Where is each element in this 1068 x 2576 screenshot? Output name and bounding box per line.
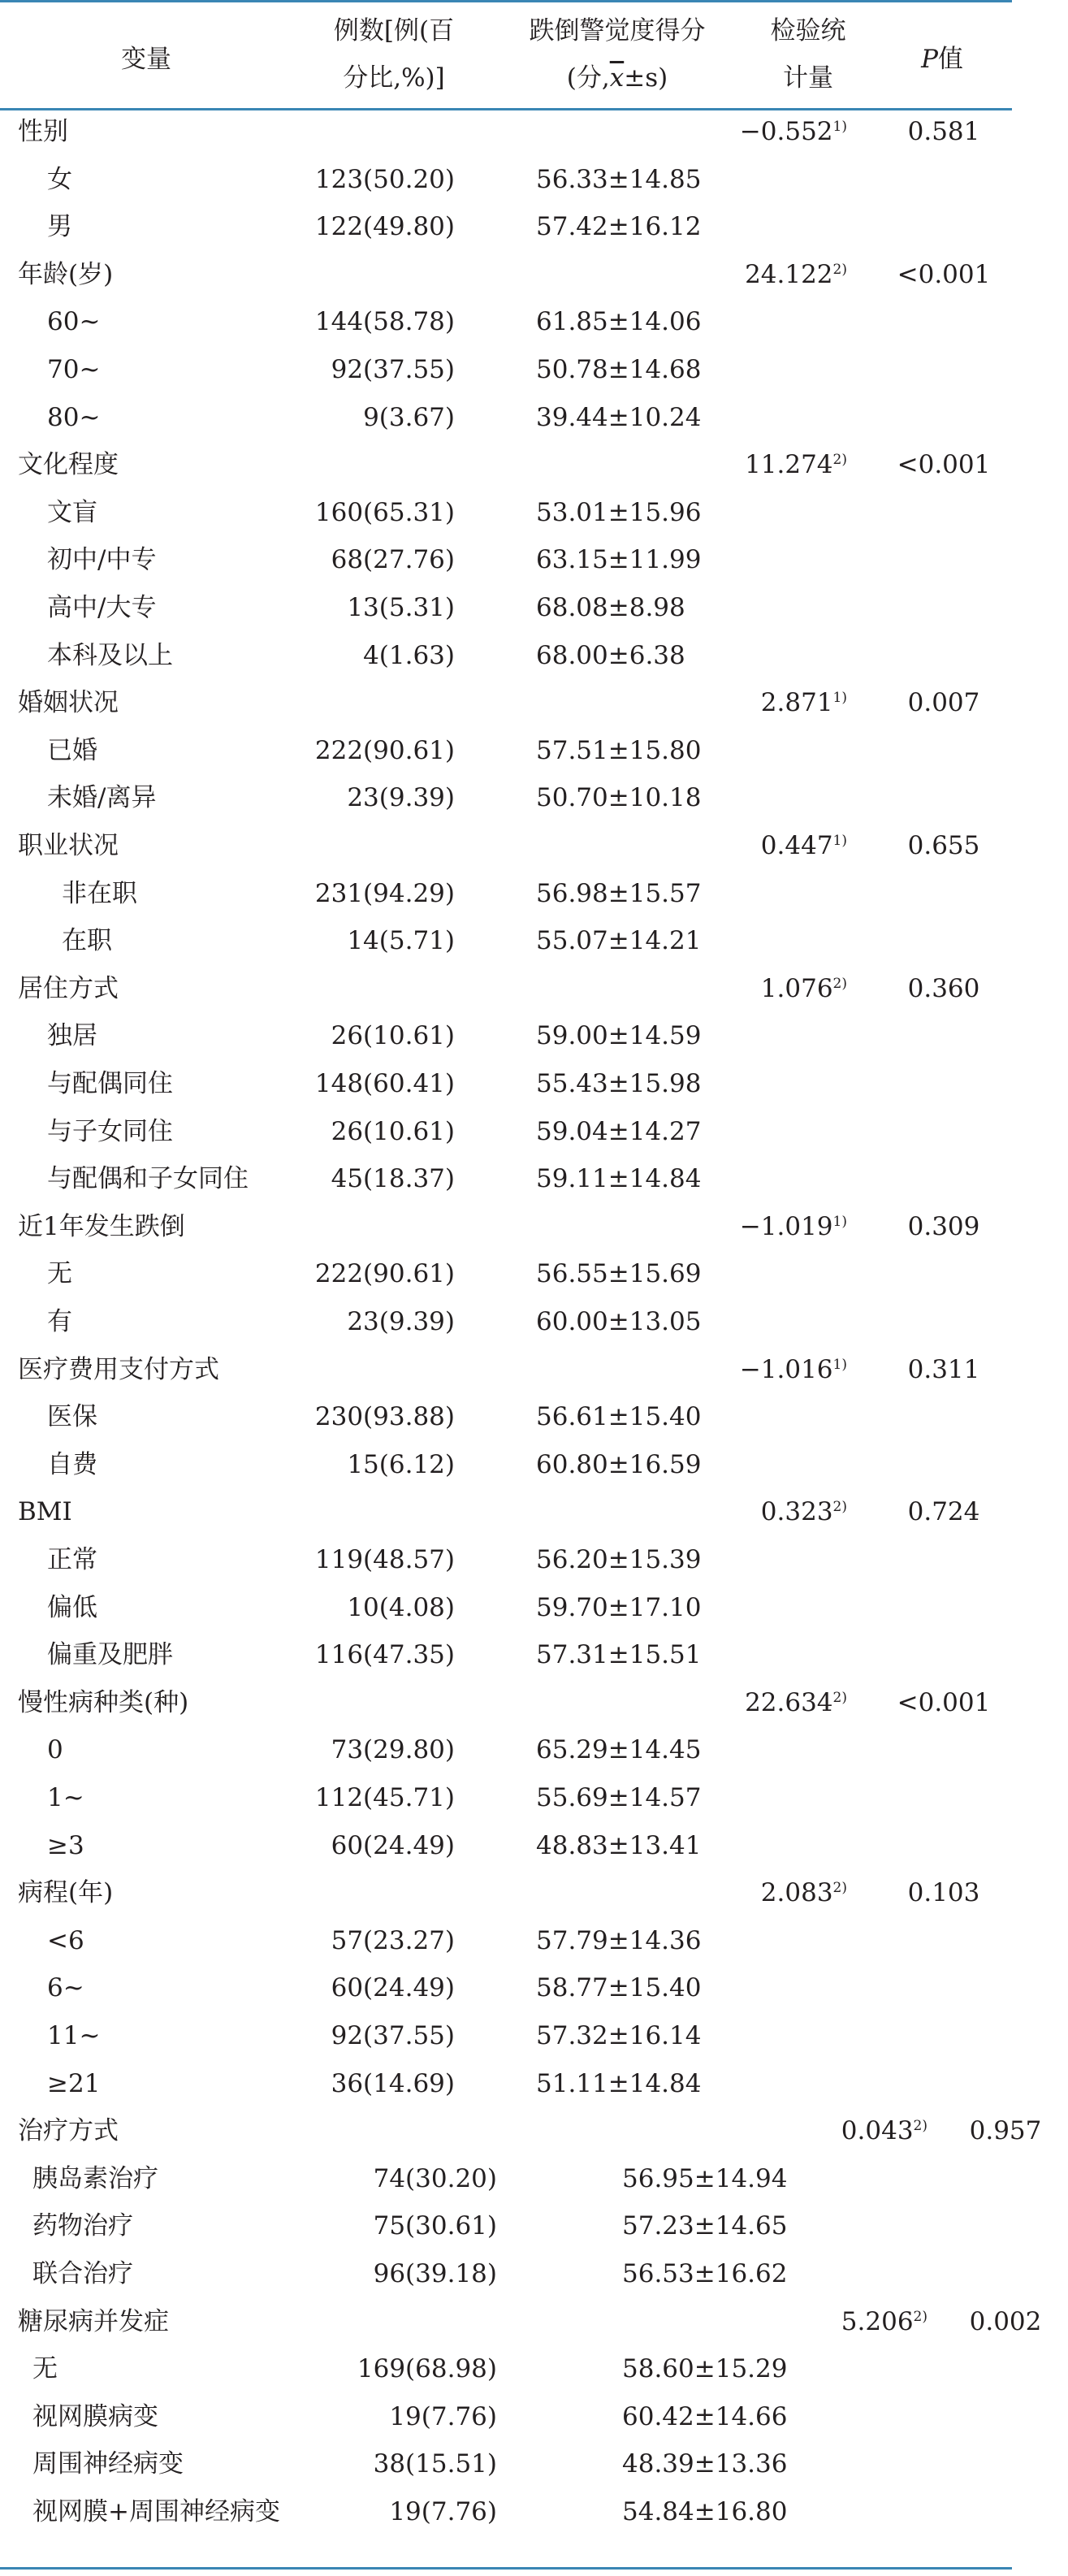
p-value: 0.957 (969, 2116, 1042, 2146)
statistic-footnote-marker: 1) (832, 1356, 847, 1373)
item-label: 视网膜+周围神经病变 (32, 2497, 280, 2526)
group-label: 年龄(岁) (18, 259, 114, 289)
cases-value: 10(4.08) (347, 1592, 455, 1622)
score-value: 55.07±14.21 (536, 926, 702, 956)
statistic-number: 2.871 (760, 688, 833, 718)
item-label: 独居 (47, 1021, 97, 1051)
group-label: 医疗费用支付方式 (18, 1354, 219, 1384)
cases-value: 222(90.61) (314, 1259, 455, 1289)
score-value: 68.00±6.38 (536, 640, 685, 670)
group-label: 治疗方式 (18, 2116, 119, 2146)
header-cases-line1: 例数[例(百 (333, 16, 455, 45)
score-value: 55.69±14.57 (536, 1783, 702, 1812)
header-rule (0, 108, 1012, 110)
cases-value: 231(94.29) (314, 878, 455, 908)
cases-value: 123(50.20) (314, 164, 455, 194)
top-rule (0, 0, 1012, 2)
cases-value: 14(5.71) (347, 926, 455, 956)
item-label: 男 (47, 212, 72, 242)
cases-value: 169(68.98) (357, 2354, 497, 2384)
cases-value: 144(58.78) (314, 307, 455, 337)
item-label: 70~ (47, 355, 101, 384)
score-value: 56.20±15.39 (536, 1545, 702, 1574)
p-value: 0.724 (907, 1497, 980, 1527)
score-value: 60.00±13.05 (536, 1307, 702, 1336)
cases-value: 57(23.27) (331, 1925, 455, 1955)
item-label: 0 (47, 1735, 63, 1765)
cases-value: 19(7.76) (389, 2401, 497, 2431)
score-value: 57.51±15.80 (536, 735, 702, 765)
statistic-footnote-marker: 2) (832, 1499, 847, 1516)
item-label: 1~ (47, 1783, 84, 1812)
score-value: 57.31±15.51 (536, 1640, 702, 1670)
score-value: 56.33±14.85 (536, 164, 702, 194)
cases-value: 19(7.76) (389, 2497, 497, 2526)
header-cases-line2: 分比,%)] (343, 63, 445, 93)
item-label: 联合治疗 (32, 2259, 133, 2288)
cases-value: 38(15.51) (373, 2449, 497, 2479)
statistic-number: −0.552 (739, 117, 833, 146)
cases-value: 92(37.55) (331, 355, 455, 384)
cases-value: 36(14.69) (331, 2068, 455, 2098)
item-label: 初中/中专 (47, 545, 157, 575)
cases-value: 26(10.61) (331, 1021, 455, 1051)
p-value: <0.001 (897, 450, 991, 480)
score-value: 56.55±15.69 (536, 1259, 702, 1289)
item-label: 非在职 (62, 878, 137, 908)
group-label: 慢性病种类(种) (18, 1687, 189, 1717)
item-label: 与配偶同住 (47, 1069, 173, 1098)
item-label: 偏重及肥胖 (47, 1640, 173, 1670)
score-value: 60.80±16.59 (536, 1449, 702, 1479)
score-value: 60.42±14.66 (622, 2401, 788, 2431)
statistic-value (765, 2108, 927, 2154)
item-label: 有 (47, 1307, 72, 1336)
item-label: 6~ (47, 1973, 84, 2003)
statistic-footnote-marker: 1) (832, 1213, 847, 1230)
cases-value: 60(24.49) (331, 1973, 455, 2003)
score-value: 61.85±14.06 (536, 307, 702, 337)
item-label: ≥21 (47, 2068, 101, 2098)
score-value: 59.11±14.84 (536, 1164, 702, 1194)
header-statistic-line2: 计量 (783, 63, 833, 93)
score-value: 57.42±16.12 (536, 212, 702, 242)
score-value: 50.70±10.18 (536, 783, 702, 813)
header-p-symbol: P (921, 45, 938, 74)
item-label: 80~ (47, 402, 101, 432)
statistic-footnote-marker: 1) (832, 119, 847, 135)
p-value: 0.309 (907, 1211, 980, 1241)
statistic-footnote-marker: 2) (913, 2118, 927, 2135)
cases-value: 4(1.63) (363, 640, 455, 670)
statistic-number: −1.016 (739, 1354, 833, 1384)
statistic-number: 24.122 (745, 259, 833, 289)
header-score-line1: 跌倒警觉度得分 (529, 16, 706, 45)
header-p-suffix: 值 (937, 45, 963, 74)
statistic-number: 5.206 (841, 2306, 914, 2336)
cases-value: 68(27.76) (331, 545, 455, 575)
header-score-line2 (495, 54, 739, 102)
header-statistic (747, 7, 869, 102)
item-label: 女 (47, 164, 72, 194)
score-value: 53.01±15.96 (536, 497, 702, 527)
header-score-prefix: (分, (566, 63, 610, 93)
item-label: 高中/大专 (47, 593, 157, 622)
statistic-number: 0.323 (760, 1497, 833, 1527)
statistic-value (685, 252, 847, 297)
cases-value: 148(60.41) (314, 1069, 455, 1098)
p-value: 0.002 (969, 2306, 1042, 2336)
p-value: <0.001 (897, 1687, 991, 1717)
cases-value: 92(37.55) (331, 2021, 455, 2050)
header-statistic-line1: 检验统 (770, 16, 846, 45)
score-value: 54.84±16.80 (622, 2497, 788, 2526)
statistic-number: 11.274 (745, 450, 833, 480)
statistic-value (685, 109, 847, 154)
statistic-number: −1.019 (739, 1211, 833, 1241)
cases-value: 13(5.31) (347, 593, 455, 622)
header-score-suffix: ±s) (624, 63, 668, 93)
item-label: 文盲 (47, 497, 97, 527)
cases-value: 60(24.49) (331, 1830, 455, 1860)
item-label: <6 (47, 1925, 84, 1955)
group-label: BMI (18, 1497, 72, 1527)
statistic-value (685, 680, 847, 725)
score-value: 63.15±11.99 (536, 545, 702, 575)
group-label: 性别 (18, 117, 68, 146)
item-label: 视网膜病变 (32, 2401, 158, 2431)
score-value: 56.95±14.94 (622, 2163, 788, 2193)
item-label: 60~ (47, 307, 101, 337)
statistic-value (685, 442, 847, 487)
item-label: 医保 (47, 1402, 97, 1432)
cases-value: 160(65.31) (314, 497, 455, 527)
item-label: ≥3 (47, 1830, 84, 1860)
score-value: 50.78±14.68 (536, 355, 702, 384)
cases-value: 119(48.57) (314, 1545, 455, 1574)
score-value: 68.08±8.98 (536, 593, 685, 622)
cases-value: 122(49.80) (314, 212, 455, 242)
p-value: 0.581 (907, 117, 980, 146)
statistic-footnote-marker: 1) (832, 833, 847, 849)
item-label: 11~ (47, 2021, 101, 2050)
p-value: 0.360 (907, 973, 980, 1003)
item-label: 未婚/离异 (47, 783, 157, 813)
p-value: 0.007 (907, 688, 980, 718)
item-label: 周围神经病变 (32, 2449, 184, 2479)
header-score (495, 7, 739, 102)
item-label: 无 (32, 2354, 58, 2384)
item-label: 与配偶和子女同住 (47, 1164, 249, 1194)
group-label: 职业状况 (18, 831, 119, 860)
statistic-number: 22.634 (745, 1687, 833, 1717)
statistic-value (685, 1347, 847, 1392)
score-value: 51.11±14.84 (536, 2068, 702, 2098)
score-value: 39.44±10.24 (536, 402, 702, 432)
group-label: 婚姻状况 (18, 688, 119, 718)
header-variable-text: 变量 (121, 45, 171, 74)
cases-value: 230(93.88) (314, 1402, 455, 1432)
score-value: 55.43±15.98 (536, 1069, 702, 1098)
score-value: 56.53±16.62 (622, 2259, 788, 2288)
cases-value: 222(90.61) (314, 735, 455, 765)
score-value: 57.23±14.65 (622, 2211, 788, 2241)
group-label: 文化程度 (18, 450, 119, 480)
statistic-footnote-marker: 2) (832, 1880, 847, 1897)
group-label: 近1年发生跌倒 (18, 1211, 185, 1241)
item-label: 与子女同住 (47, 1116, 173, 1146)
p-value: <0.001 (897, 259, 991, 289)
statistic-footnote-marker: 1) (832, 690, 847, 707)
cases-value: 74(30.20) (373, 2163, 497, 2193)
group-label: 居住方式 (18, 973, 119, 1003)
cases-value: 112(45.71) (314, 1783, 455, 1812)
cases-value: 45(18.37) (331, 1164, 455, 1194)
statistic-number: 2.083 (760, 1878, 833, 1908)
cases-value: 75(30.61) (373, 2211, 497, 2241)
p-value: 0.655 (907, 831, 980, 860)
item-label: 自费 (47, 1449, 97, 1479)
cases-value: 9(3.67) (363, 402, 455, 432)
cases-value: 23(9.39) (347, 783, 455, 813)
statistic-number: 1.076 (760, 973, 833, 1003)
statistic-value (685, 823, 847, 868)
item-label: 偏低 (47, 1592, 97, 1622)
score-value: 59.00±14.59 (536, 1021, 702, 1051)
cases-value: 96(39.18) (373, 2259, 497, 2288)
statistic-value (685, 1204, 847, 1249)
cases-value: 116(47.35) (314, 1640, 455, 1670)
header-cases (301, 7, 487, 102)
item-label: 药物治疗 (32, 2211, 133, 2241)
score-value: 56.98±15.57 (536, 878, 702, 908)
header-score-mean-symbol: $\overline{x}$ (609, 63, 625, 93)
statistic-number: 0.447 (760, 831, 833, 860)
item-label: 本科及以上 (47, 640, 173, 670)
score-value: 56.61±15.40 (536, 1402, 702, 1432)
score-value: 59.04±14.27 (536, 1116, 702, 1146)
score-value: 57.32±16.14 (536, 2021, 702, 2050)
cases-value: 15(6.12) (347, 1449, 455, 1479)
statistic-number: 0.043 (841, 2116, 914, 2146)
bottom-rule (0, 2567, 1012, 2570)
item-label: 无 (47, 1259, 72, 1289)
statistic-footnote-marker: 2) (913, 2308, 927, 2325)
statistic-footnote-marker: 2) (832, 452, 847, 469)
cases-value: 73(29.80) (331, 1735, 455, 1765)
header-variable (81, 12, 211, 106)
statistic-value (685, 1489, 847, 1535)
cases-value: 23(9.39) (347, 1307, 455, 1336)
header-p-value (881, 12, 1003, 106)
statistic-value (685, 1870, 847, 1916)
statistic-footnote-marker: 2) (832, 975, 847, 992)
statistic-value (685, 966, 847, 1011)
statistic-value (685, 1680, 847, 1725)
score-value: 57.79±14.36 (536, 1925, 702, 1955)
item-label: 在职 (62, 926, 112, 956)
item-label: 已婚 (47, 735, 97, 765)
item-label: 胰岛素治疗 (32, 2163, 158, 2193)
group-label: 病程(年) (18, 1878, 114, 1908)
cases-value: 26(10.61) (331, 1116, 455, 1146)
p-value: 0.103 (907, 1878, 980, 1908)
score-value: 59.70±17.10 (536, 1592, 702, 1622)
statistic-footnote-marker: 2) (832, 1689, 847, 1706)
score-value: 48.83±13.41 (536, 1830, 702, 1860)
score-value: 58.77±15.40 (536, 1973, 702, 2003)
p-value: 0.311 (907, 1354, 980, 1384)
item-label: 正常 (47, 1545, 97, 1574)
group-label: 糖尿病并发症 (18, 2306, 169, 2336)
score-value: 65.29±14.45 (536, 1735, 702, 1765)
statistic-footnote-marker: 2) (832, 261, 847, 278)
statistic-value (765, 2299, 927, 2344)
score-value: 48.39±13.36 (622, 2449, 788, 2479)
score-value: 58.60±15.29 (622, 2354, 788, 2384)
